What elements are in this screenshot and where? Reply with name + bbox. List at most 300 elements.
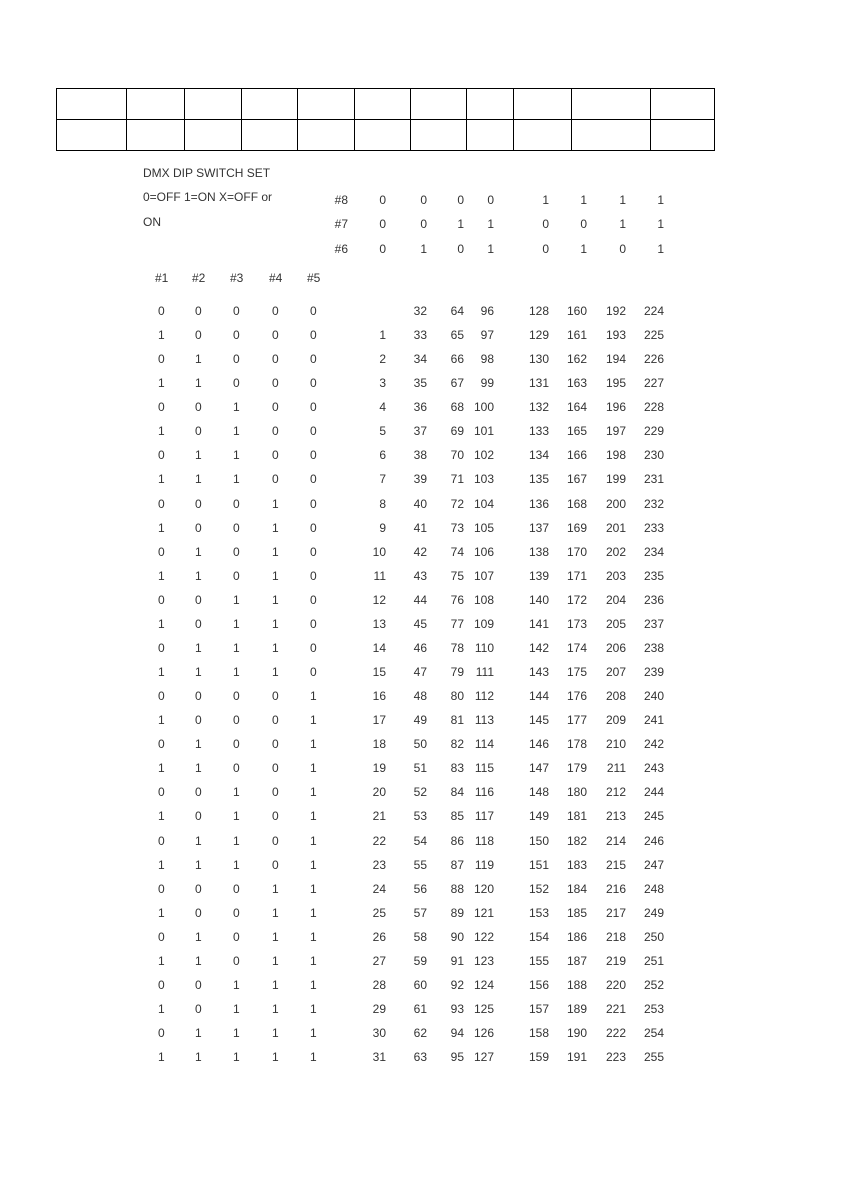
dmx-address: 34 xyxy=(413,352,427,366)
dmx-address: 175 xyxy=(566,665,587,679)
dmx-address: 112 xyxy=(474,689,494,703)
switch-bit: 0 xyxy=(272,809,279,823)
dmx-address: 14 xyxy=(372,641,386,655)
high-switch-value: 0 xyxy=(487,193,494,207)
dmx-address: 144 xyxy=(528,689,549,703)
dmx-address: 191 xyxy=(566,1050,587,1064)
switch-bit: 0 xyxy=(195,809,202,823)
dmx-address: 85 xyxy=(450,809,464,823)
switch-bit: 1 xyxy=(233,834,240,848)
switch-bit: 1 xyxy=(195,858,202,872)
dmx-address: 125 xyxy=(473,1002,494,1016)
switch-bit: 1 xyxy=(310,834,317,848)
dmx-address: 64 xyxy=(450,304,464,318)
dmx-address: 179 xyxy=(566,761,587,775)
dmx-address: 45 xyxy=(413,617,427,631)
dmx-address: 11 xyxy=(373,569,386,583)
dmx-address: 154 xyxy=(528,930,549,944)
dmx-address: 185 xyxy=(566,906,587,920)
dmx-address: 80 xyxy=(450,689,464,703)
dmx-address: 201 xyxy=(605,521,626,535)
dmx-address: 251 xyxy=(643,954,664,968)
dmx-address: 229 xyxy=(643,424,664,438)
switch-bit: 0 xyxy=(272,761,279,775)
dmx-address: 130 xyxy=(528,352,549,366)
dmx-address: 196 xyxy=(605,400,626,414)
dmx-address: 84 xyxy=(450,785,464,799)
dip-title: DMX DIP SWITCH SET xyxy=(143,166,271,180)
switch-bit: 1 xyxy=(158,1050,165,1064)
dmx-address: 44 xyxy=(413,593,427,607)
high-switch-value: 0 xyxy=(379,217,386,231)
switch-bit: 1 xyxy=(272,665,279,679)
dmx-address: 41 xyxy=(413,521,427,535)
switch-bit: 0 xyxy=(195,304,202,318)
switch-bit: 0 xyxy=(310,448,317,462)
dmx-address: 15 xyxy=(372,665,386,679)
switch-bit: 1 xyxy=(310,858,317,872)
dmx-address: 241 xyxy=(643,713,664,727)
dmx-address: 183 xyxy=(566,858,587,872)
dmx-address: 2 xyxy=(379,352,386,366)
switch-bit: 1 xyxy=(233,785,240,799)
switch-bit: 1 xyxy=(233,424,240,438)
dmx-address: 162 xyxy=(566,352,587,366)
dmx-address: 255 xyxy=(643,1050,664,1064)
switch-bit: 1 xyxy=(310,1026,317,1040)
dmx-address: 94 xyxy=(450,1026,464,1040)
high-switch-value: 1 xyxy=(542,193,549,207)
switch-bit: 0 xyxy=(233,352,240,366)
dmx-address: 48 xyxy=(413,689,427,703)
dmx-address: 146 xyxy=(528,737,549,751)
dmx-address: 152 xyxy=(528,882,549,896)
dmx-address: 55 xyxy=(413,858,427,872)
switch-bit: 0 xyxy=(272,400,279,414)
switch-bit: 0 xyxy=(310,521,317,535)
high-switch-value: 1 xyxy=(657,242,664,256)
dmx-address: 169 xyxy=(566,521,587,535)
dmx-address: 46 xyxy=(413,641,427,655)
dmx-address: 155 xyxy=(528,954,549,968)
dmx-address: 83 xyxy=(450,761,464,775)
dmx-address: 132 xyxy=(528,400,549,414)
dmx-address: 230 xyxy=(643,448,664,462)
switch-bit: 1 xyxy=(195,1050,202,1064)
dmx-address: 73 xyxy=(450,521,464,535)
switch-bit: 0 xyxy=(272,689,279,703)
switch-bit: 1 xyxy=(158,665,165,679)
dmx-address: 10 xyxy=(372,545,386,559)
switch-bit: 0 xyxy=(233,954,240,968)
switch-bit: 1 xyxy=(158,906,165,920)
dmx-address: 176 xyxy=(566,689,587,703)
switch-bit: 1 xyxy=(272,497,279,511)
switch-bit: 1 xyxy=(158,521,165,535)
dmx-address: 75 xyxy=(450,569,464,583)
high-switch-value: 1 xyxy=(657,217,664,231)
switch-bit: 1 xyxy=(272,569,279,583)
switch-bit: 0 xyxy=(233,737,240,751)
low-switch-label: #2 xyxy=(192,271,206,285)
switch-bit: 1 xyxy=(272,545,279,559)
dmx-address: 142 xyxy=(528,641,549,655)
switch-bit: 0 xyxy=(233,376,240,390)
switch-bit: 1 xyxy=(158,472,165,486)
switch-bit: 0 xyxy=(310,545,317,559)
switch-bit: 0 xyxy=(310,593,317,607)
switch-bit: 1 xyxy=(158,809,165,823)
switch-bit: 0 xyxy=(195,978,202,992)
switch-bit: 1 xyxy=(158,617,165,631)
dmx-address: 242 xyxy=(643,737,664,751)
low-switch-label: #1 xyxy=(155,271,169,285)
dmx-address: 117 xyxy=(474,809,494,823)
switch-bit: 1 xyxy=(310,906,317,920)
switch-bit: 1 xyxy=(233,665,240,679)
dmx-address: 248 xyxy=(643,882,664,896)
dmx-address: 168 xyxy=(566,497,587,511)
dmx-address: 234 xyxy=(643,545,664,559)
switch-bit: 0 xyxy=(158,545,165,559)
dmx-address: 82 xyxy=(450,737,464,751)
dmx-address: 17 xyxy=(372,713,386,727)
dmx-address: 9 xyxy=(379,521,386,535)
dmx-address: 40 xyxy=(413,497,427,511)
switch-bit: 0 xyxy=(233,497,240,511)
dmx-address: 202 xyxy=(605,545,626,559)
switch-bit: 1 xyxy=(233,858,240,872)
dmx-address: 245 xyxy=(643,809,664,823)
switch-bit: 1 xyxy=(310,978,317,992)
switch-bit: 1 xyxy=(233,448,240,462)
dmx-address: 178 xyxy=(566,737,587,751)
dmx-address: 220 xyxy=(605,978,626,992)
dmx-address: 187 xyxy=(566,954,587,968)
high-switch-value: 0 xyxy=(619,242,626,256)
switch-bit: 0 xyxy=(195,713,202,727)
dmx-address: 149 xyxy=(528,809,549,823)
switch-bit: 0 xyxy=(195,400,202,414)
dmx-address: 90 xyxy=(450,930,464,944)
dmx-address: 228 xyxy=(643,400,664,414)
dmx-address: 1 xyxy=(379,328,386,342)
dmx-address: 25 xyxy=(372,906,386,920)
dmx-address: 188 xyxy=(566,978,587,992)
dmx-address: 174 xyxy=(566,641,587,655)
high-switch-value: 0 xyxy=(420,193,427,207)
high-switch-value: 0 xyxy=(420,217,427,231)
dmx-address: 87 xyxy=(450,858,464,872)
dmx-address: 102 xyxy=(473,448,494,462)
switch-bit: 0 xyxy=(233,545,240,559)
dmx-address: 106 xyxy=(473,545,494,559)
switch-bit: 1 xyxy=(272,930,279,944)
dmx-address: 190 xyxy=(566,1026,587,1040)
dmx-address: 158 xyxy=(528,1026,549,1040)
dmx-address: 93 xyxy=(450,1002,464,1016)
dmx-address: 206 xyxy=(605,641,626,655)
switch-bit: 0 xyxy=(158,785,165,799)
switch-bit: 1 xyxy=(310,737,317,751)
dmx-address: 208 xyxy=(605,689,626,703)
low-switch-label: #3 xyxy=(230,271,244,285)
switch-bit: 0 xyxy=(272,737,279,751)
switch-bit: 1 xyxy=(310,882,317,896)
dmx-address: 156 xyxy=(528,978,549,992)
high-switch-value: 0 xyxy=(542,217,549,231)
switch-bit: 1 xyxy=(158,858,165,872)
dmx-address: 216 xyxy=(605,882,626,896)
switch-bit: 0 xyxy=(272,304,279,318)
dmx-address: 49 xyxy=(413,713,427,727)
dmx-address: 238 xyxy=(643,641,664,655)
dmx-address: 215 xyxy=(605,858,626,872)
switch-bit: 1 xyxy=(233,809,240,823)
switch-bit: 0 xyxy=(310,617,317,631)
switch-bit: 1 xyxy=(310,954,317,968)
dmx-address: 54 xyxy=(413,834,427,848)
dmx-address: 210 xyxy=(605,737,626,751)
dmx-address: 19 xyxy=(372,761,386,775)
switch-bit: 0 xyxy=(233,761,240,775)
dmx-address: 131 xyxy=(528,376,549,390)
dmx-address: 157 xyxy=(528,1002,549,1016)
dmx-address: 62 xyxy=(413,1026,427,1040)
dmx-address: 203 xyxy=(605,569,626,583)
dmx-address: 194 xyxy=(605,352,626,366)
high-switch-value: 1 xyxy=(657,193,664,207)
dmx-address: 57 xyxy=(413,906,427,920)
dmx-address: 164 xyxy=(566,400,587,414)
dmx-address: 111 xyxy=(475,665,494,679)
dmx-address: 141 xyxy=(528,617,549,631)
dmx-address: 20 xyxy=(372,785,386,799)
switch-bit: 1 xyxy=(195,545,202,559)
switch-bit: 1 xyxy=(195,834,202,848)
switch-bit: 1 xyxy=(310,761,317,775)
dmx-address: 8 xyxy=(379,497,386,511)
dmx-address: 121 xyxy=(473,906,494,920)
dmx-address: 104 xyxy=(473,497,494,511)
high-switch-value: 1 xyxy=(457,217,464,231)
high-switch-value: 0 xyxy=(457,193,464,207)
dmx-address: 217 xyxy=(605,906,626,920)
dmx-address: 218 xyxy=(605,930,626,944)
switch-bit: 0 xyxy=(233,689,240,703)
dmx-address: 225 xyxy=(643,328,664,342)
dmx-address: 98 xyxy=(480,352,494,366)
dmx-address: 209 xyxy=(605,713,626,727)
dmx-address: 100 xyxy=(473,400,494,414)
switch-bit: 1 xyxy=(233,1026,240,1040)
switch-bit: 0 xyxy=(310,472,317,486)
dmx-address: 89 xyxy=(450,906,464,920)
switch-bit: 0 xyxy=(158,737,165,751)
dmx-address: 13 xyxy=(372,617,386,631)
switch-bit: 0 xyxy=(195,497,202,511)
switch-bit: 0 xyxy=(272,472,279,486)
switch-bit: 1 xyxy=(310,930,317,944)
switch-bit: 1 xyxy=(272,882,279,896)
switch-bit: 0 xyxy=(158,930,165,944)
dmx-address: 76 xyxy=(450,593,464,607)
low-switch-label: #4 xyxy=(269,271,283,285)
dmx-address: 101 xyxy=(473,424,494,438)
switch-bit: 0 xyxy=(310,400,317,414)
dmx-address: 237 xyxy=(643,617,664,631)
switch-bit: 0 xyxy=(158,593,165,607)
dmx-address: 254 xyxy=(643,1026,664,1040)
dmx-address: 24 xyxy=(372,882,386,896)
dmx-address: 224 xyxy=(643,304,664,318)
switch-bit: 1 xyxy=(195,737,202,751)
dmx-address: 153 xyxy=(528,906,549,920)
dmx-address: 246 xyxy=(643,834,664,848)
dmx-address: 103 xyxy=(473,472,494,486)
dmx-address: 233 xyxy=(643,521,664,535)
dmx-address: 96 xyxy=(480,304,494,318)
dmx-address: 145 xyxy=(528,713,549,727)
switch-bit: 0 xyxy=(158,497,165,511)
dmx-address: 227 xyxy=(643,376,664,390)
dmx-address: 173 xyxy=(566,617,587,631)
dmx-address: 200 xyxy=(605,497,626,511)
switch-bit: 1 xyxy=(195,1026,202,1040)
switch-bit: 1 xyxy=(233,593,240,607)
switch-bit: 1 xyxy=(233,1050,240,1064)
dip-legend-line1: 0=OFF 1=ON X=OFF or xyxy=(143,190,273,204)
switch-bit: 0 xyxy=(233,304,240,318)
switch-bit: 1 xyxy=(158,424,165,438)
dmx-address: 58 xyxy=(413,930,427,944)
high-switch-label: #6 xyxy=(334,242,348,256)
switch-bit: 1 xyxy=(272,1026,279,1040)
switch-bit: 0 xyxy=(310,497,317,511)
switch-bit: 1 xyxy=(272,593,279,607)
switch-bit: 0 xyxy=(272,785,279,799)
dmx-address: 61 xyxy=(413,1002,427,1016)
dmx-address: 177 xyxy=(566,713,587,727)
dmx-address: 197 xyxy=(605,424,626,438)
dmx-address: 60 xyxy=(413,978,427,992)
switch-bit: 0 xyxy=(310,641,317,655)
switch-bit: 0 xyxy=(233,521,240,535)
dmx-address: 66 xyxy=(450,352,464,366)
dmx-address: 139 xyxy=(528,569,549,583)
switch-bit: 0 xyxy=(195,906,202,920)
dmx-address: 134 xyxy=(528,448,549,462)
dmx-address: 68 xyxy=(450,400,464,414)
high-switch-label: #7 xyxy=(334,217,348,231)
switch-bit: 1 xyxy=(195,376,202,390)
switch-bit: 0 xyxy=(158,882,165,896)
dmx-address: 109 xyxy=(473,617,494,631)
dmx-address: 86 xyxy=(450,834,464,848)
dmx-address: 32 xyxy=(413,304,427,318)
dmx-address: 33 xyxy=(413,328,427,342)
dmx-address: 148 xyxy=(528,785,549,799)
dmx-address: 110 xyxy=(474,641,494,655)
dmx-address: 69 xyxy=(450,424,464,438)
dmx-address: 212 xyxy=(605,785,626,799)
switch-bit: 0 xyxy=(195,521,202,535)
dmx-address: 39 xyxy=(413,472,427,486)
switch-bit: 1 xyxy=(195,665,202,679)
switch-bit: 1 xyxy=(195,930,202,944)
switch-bit: 1 xyxy=(272,521,279,535)
dmx-address: 120 xyxy=(473,882,494,896)
switch-bit: 0 xyxy=(310,352,317,366)
switch-bit: 1 xyxy=(233,978,240,992)
dmx-address: 47 xyxy=(413,665,427,679)
dmx-address: 184 xyxy=(566,882,587,896)
switch-bit: 1 xyxy=(272,978,279,992)
dmx-address: 181 xyxy=(566,809,587,823)
switch-bit: 1 xyxy=(158,328,165,342)
dmx-address: 133 xyxy=(528,424,549,438)
dmx-address: 192 xyxy=(605,304,626,318)
dmx-address: 5 xyxy=(379,424,386,438)
high-switch-value: 1 xyxy=(619,193,626,207)
dmx-address: 138 xyxy=(528,545,549,559)
dmx-address: 70 xyxy=(450,448,464,462)
dmx-address: 123 xyxy=(473,954,494,968)
switch-bit: 0 xyxy=(195,424,202,438)
dmx-address: 99 xyxy=(480,376,494,390)
dmx-address: 119 xyxy=(474,858,494,872)
dmx-address: 97 xyxy=(480,328,494,342)
switch-bit: 1 xyxy=(272,641,279,655)
dmx-address: 50 xyxy=(413,737,427,751)
dmx-address: 222 xyxy=(605,1026,626,1040)
switch-bit: 0 xyxy=(310,569,317,583)
switch-bit: 0 xyxy=(195,1002,202,1016)
dmx-address: 170 xyxy=(566,545,587,559)
dmx-address: 3 xyxy=(379,376,386,390)
dmx-address: 240 xyxy=(643,689,664,703)
switch-bit: 0 xyxy=(195,882,202,896)
dmx-address: 29 xyxy=(372,1002,386,1016)
dmx-address: 52 xyxy=(413,785,427,799)
switch-bit: 0 xyxy=(158,1026,165,1040)
high-switch-value: 1 xyxy=(487,217,494,231)
dmx-address: 195 xyxy=(605,376,626,390)
dmx-address: 151 xyxy=(528,858,549,872)
dmx-address: 78 xyxy=(450,641,464,655)
dmx-address: 204 xyxy=(605,593,626,607)
switch-bit: 1 xyxy=(158,569,165,583)
switch-bit: 0 xyxy=(272,834,279,848)
switch-bit: 1 xyxy=(195,352,202,366)
dmx-address: 38 xyxy=(413,448,427,462)
switch-bit: 0 xyxy=(195,785,202,799)
dmx-address: 135 xyxy=(528,472,549,486)
switch-bit: 1 xyxy=(272,1002,279,1016)
switch-bit: 1 xyxy=(233,617,240,631)
high-switch-value: 0 xyxy=(457,242,464,256)
dmx-address: 35 xyxy=(413,376,427,390)
dmx-address: 107 xyxy=(473,569,494,583)
dmx-address: 252 xyxy=(643,978,664,992)
switch-bit: 1 xyxy=(310,713,317,727)
dmx-address: 211 xyxy=(606,761,626,775)
switch-bit: 0 xyxy=(272,448,279,462)
dmx-address: 193 xyxy=(605,328,626,342)
dmx-address: 180 xyxy=(566,785,587,799)
dmx-address: 163 xyxy=(566,376,587,390)
dmx-address: 79 xyxy=(450,665,464,679)
